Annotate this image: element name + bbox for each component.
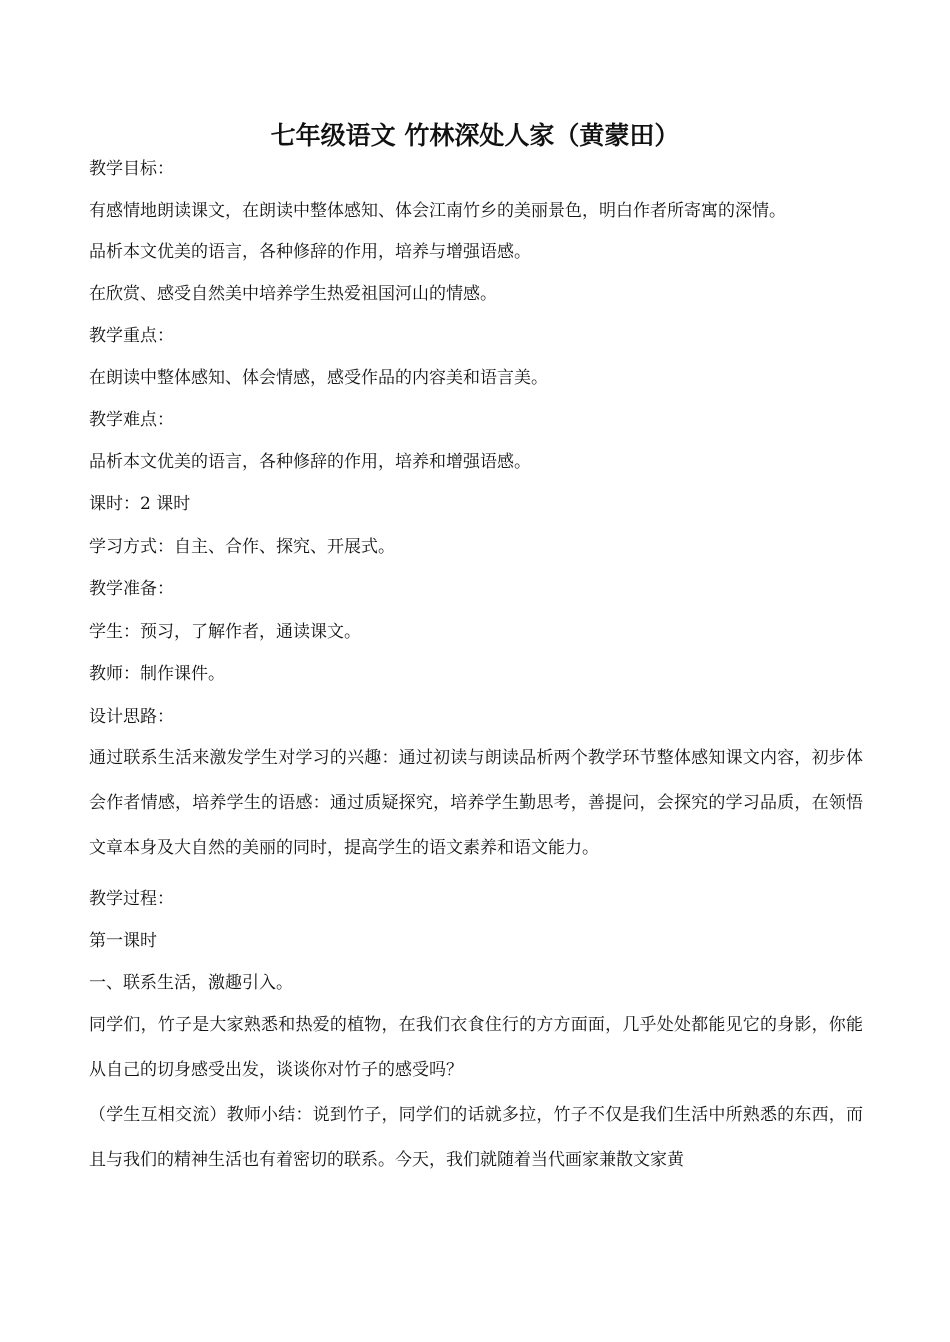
heading-difficulties: 教学难点： <box>89 410 174 430</box>
summary-paragraph: （学生互相交流）教师小结：说到竹子，同学们的话就多拉，竹子不仅是我们生活中所熟悉的东西，而且与我们的精神生活也有着密切的联系。今天，我们就随着当代画家兼散文家黄 <box>89 1105 863 1170</box>
teacher-prep-line: 教师：制作课件。 <box>89 664 225 684</box>
goal-line-3: 在欣赏、感受自然美中培养学生热爱祖国河山的情感。 <box>89 284 497 304</box>
class-hours-line: 课时：2 课时 <box>89 494 191 514</box>
heading-step-one: 一、联系生活，激趣引入。 <box>89 973 293 993</box>
key-point-line: 在朗读中整体感知、体会情感，感受作品的内容美和语言美。 <box>89 368 548 388</box>
student-prep-line: 学生：预习，了解作者，通读课文。 <box>89 622 361 642</box>
design-ideas-paragraph: 通过联系生活来激发学生对学习的兴趣：通过初读与朗读品析两个教学环节整体感知课文内容，初步体会作者情感，培养学生的语感：通过质疑探究，培养学生勤思考，善提问，会探究的学习品质，在领悟文章本身及大自然的美丽的同时，提高学生的语文素养和语文能力。 <box>89 748 863 858</box>
difficulty-line: 品析本文优美的语言，各种修辞的作用，培养和增强语感。 <box>89 452 531 472</box>
heading-design-ideas: 设计思路： <box>89 707 174 727</box>
heading-first-lesson: 第一课时 <box>89 931 157 951</box>
document-title: 七年级语文 竹林深处人家（黄蒙田） <box>270 121 680 150</box>
goal-line-2: 品析本文优美的语言，各种修辞的作用，培养与增强语感。 <box>89 242 531 262</box>
heading-teaching-process: 教学过程： <box>89 889 174 909</box>
heading-teaching-goals: 教学目标： <box>89 159 174 179</box>
intro-paragraph: 同学们，竹子是大家熟悉和热爱的植物，在我们衣食住行的方方面面，几乎处处都能见它的身影，你能从自己的切身感受出发，谈谈你对竹子的感受吗？ <box>89 1015 863 1080</box>
heading-key-points: 教学重点： <box>89 326 174 346</box>
learning-mode-line: 学习方式：自主、合作、探究、开展式。 <box>89 537 395 557</box>
heading-preparation: 教学准备： <box>89 579 174 599</box>
goal-line-1: 有感情地朗读课文，在朗读中整体感知、体会江南竹乡的美丽景色，明白作者所寄寓的深情。 <box>89 201 786 221</box>
